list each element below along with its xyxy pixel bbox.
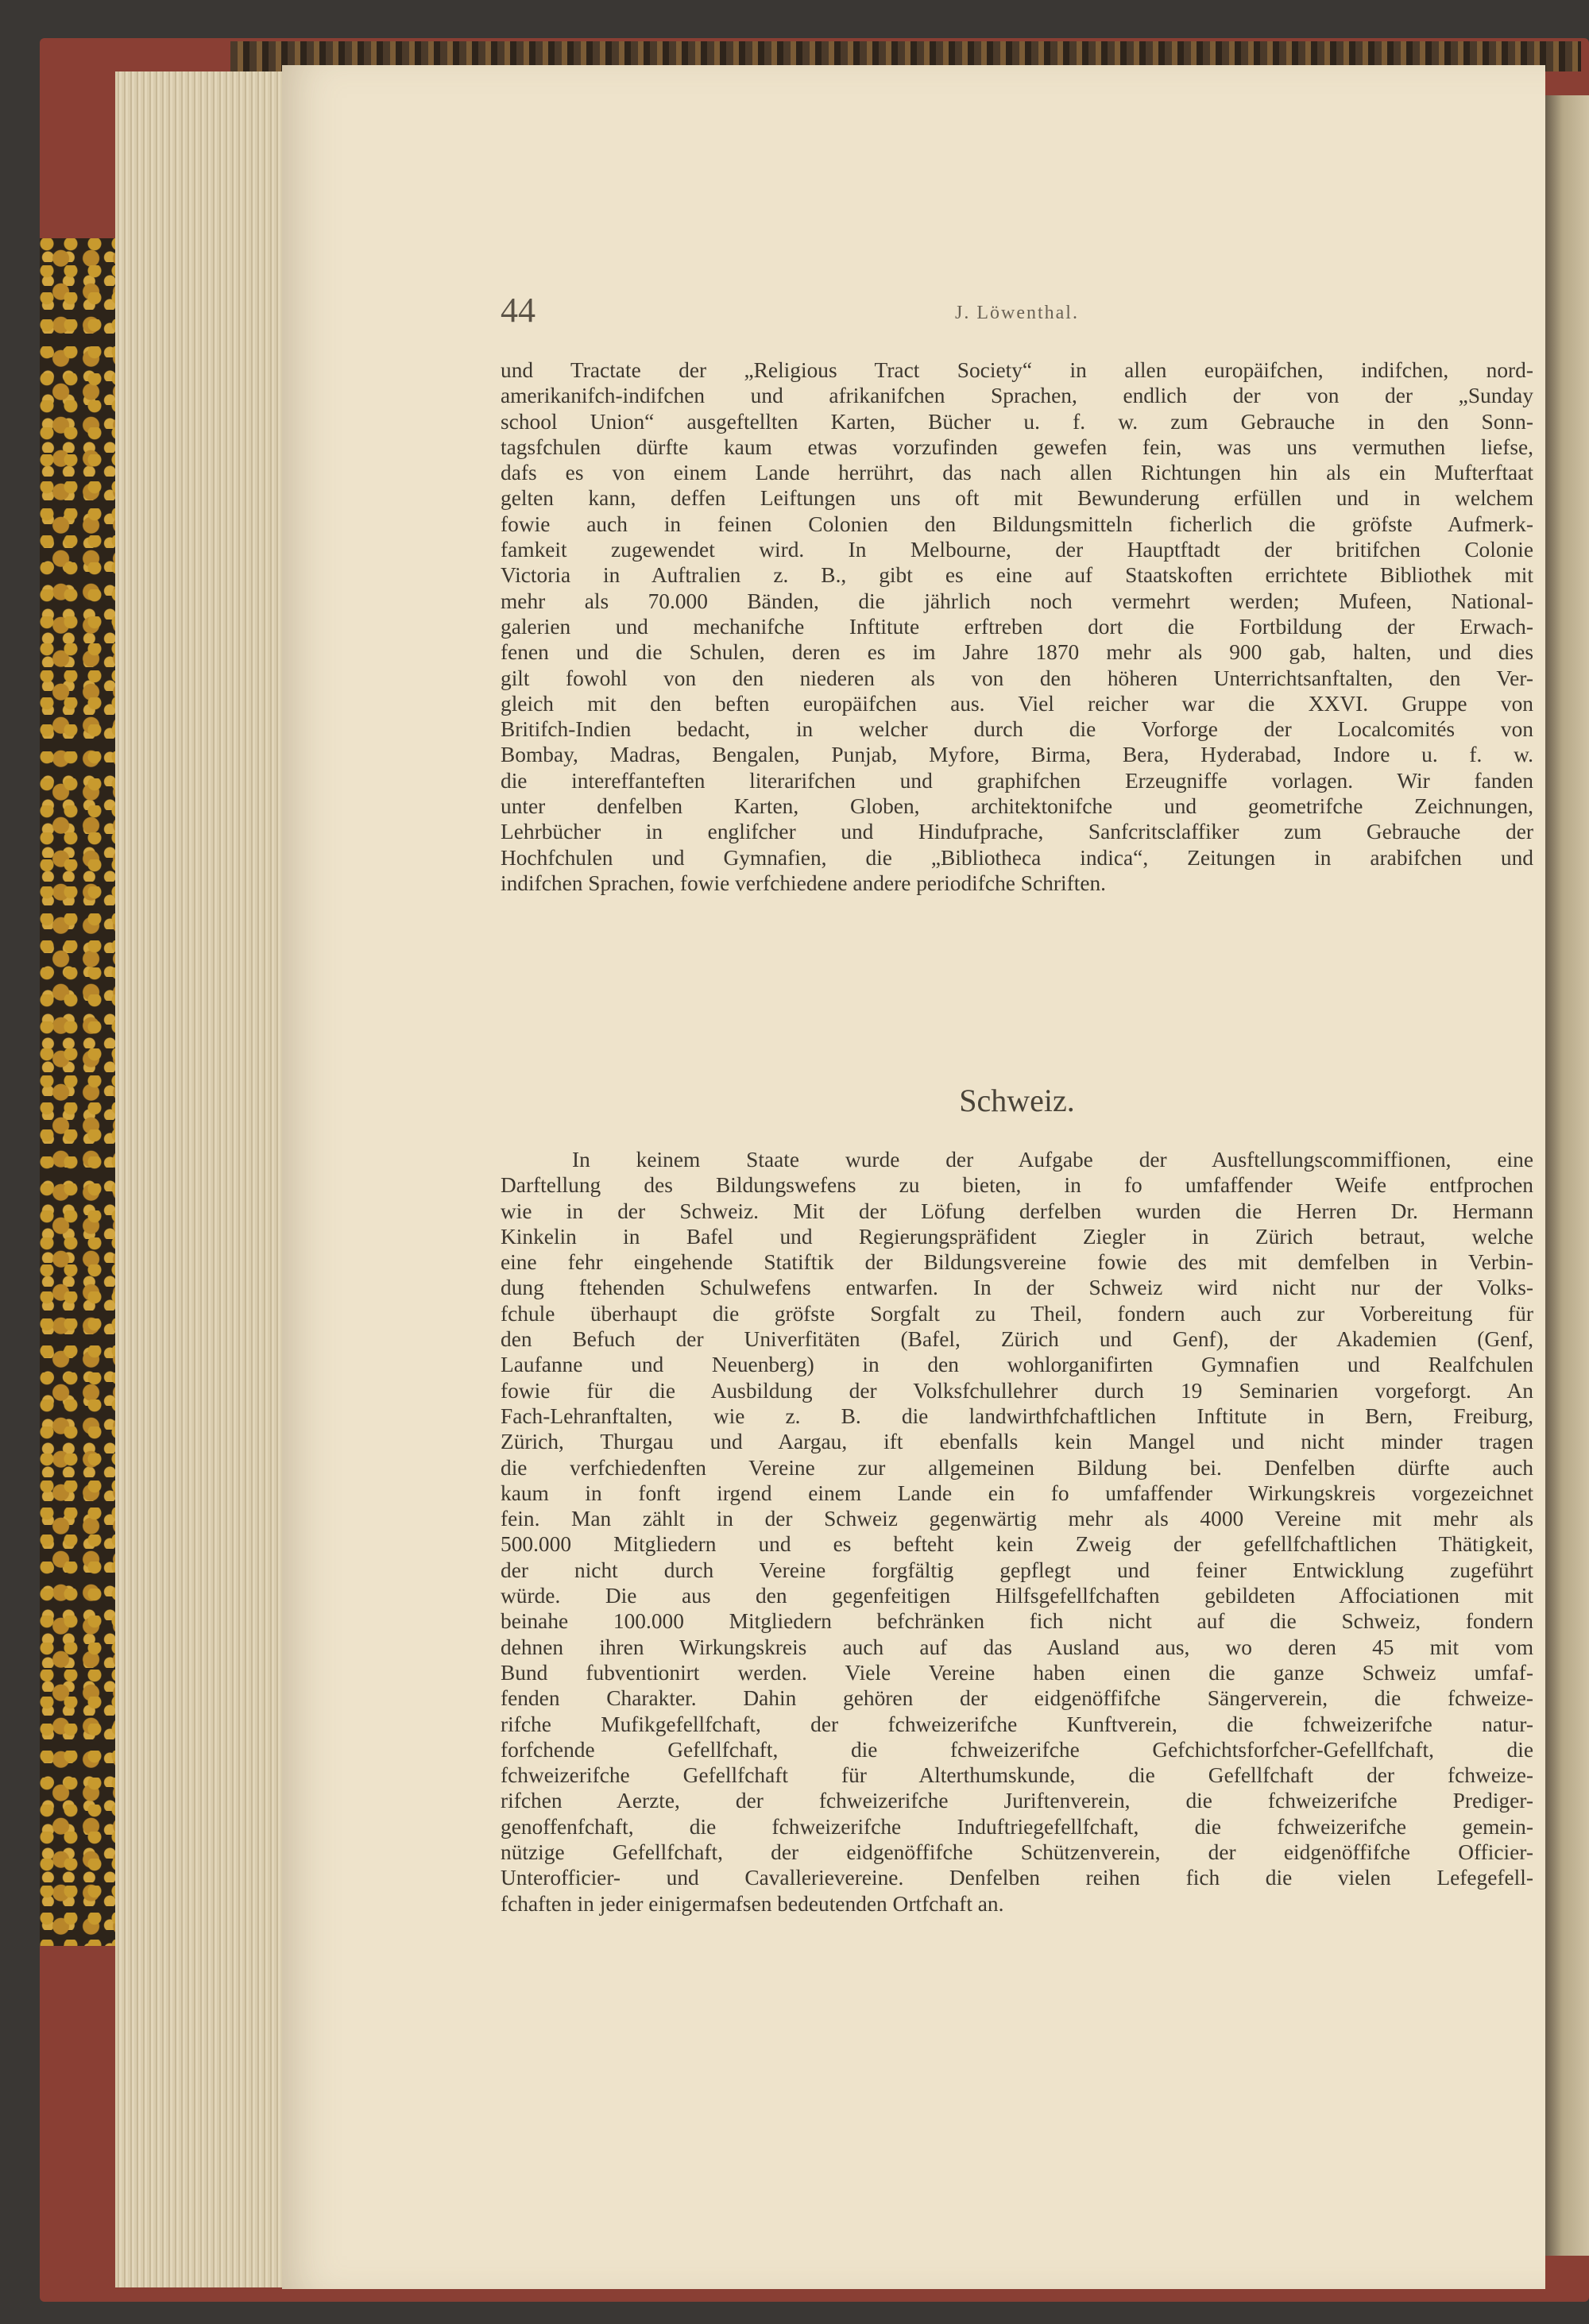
text-line: nützige Gefellfchaft, der eidgenöffifche Schützenverein, der eidgenöffifche Officier-	[501, 1840, 1533, 1865]
text-line: die verfchiedenften Vereine zur allgemeinen Bildung bei. Denfelben dürfte auch	[501, 1455, 1533, 1480]
text-line: fchweizerifche Gefellfchaft für Alterthumskunde, die Gefellfchaft der fchweize-	[501, 1763, 1533, 1788]
text-line: Fach-Lehranftalten, wie z. B. die landwirthfchaftlichen Inftitute in Bern, Freiburg,	[501, 1403, 1533, 1428]
text-line: fowie für die Ausbildung der Volksfchullehrer durch 19 Seminarien vorgeforgt. An	[501, 1378, 1533, 1403]
text-line: Unterofficier- und Cavallerievereine. Denfelben reihen fich die vielen Lefegefell-	[501, 1866, 1533, 1890]
text-line: fein. Man zählt in der Schweiz gegenwärtig mehr als 4000 Vereine mit mehr als	[501, 1507, 1533, 1531]
text-line: Bombay, Madras, Bengalen, Punjab, Myfore, Birma, Bera, Hyderabad, Indore u. f. w.	[501, 743, 1533, 767]
text-line: forfchende Gefellfchaft, die fchweizerifche Gefchichtsforfcher-Gefellfchaft, die	[501, 1737, 1533, 1762]
text-line: kaum in fonft irgend einem Lande ein fo umfaffender Wirkungskreis vorgezeichnet	[501, 1480, 1533, 1505]
text-line: tagsfchulen dürfte kaum etwas vorzufinden gewefen fein, was uns vermuthen liefse,	[501, 434, 1533, 459]
text-line: würde. Die aus den gegenfeitigen Hilfsgefellfchaften gebildeten Affociationen mit	[501, 1584, 1533, 1608]
text-line: der nicht durch Vereine forgfältig gepflegt und feiner Entwicklung zugeführt	[501, 1558, 1533, 1582]
page-stack	[115, 71, 306, 2287]
paragraph-2	[501, 1147, 1533, 1917]
text-line: wie in der Schweiz. Mit der Löfung derfelben wurden die Herren Dr. Hermann	[501, 1199, 1533, 1223]
text-line: die intereffanteften literarifchen und graphifchen Erzeugniffe vorlagen. Wir fanden	[501, 768, 1533, 793]
page-number: 44	[501, 291, 535, 330]
text-line: den Befuch der Univerfitäten (Bafel, Zürich und Genf), der Akademien (Genf,	[501, 1327, 1533, 1352]
text-line: fchaften in jeder einigermafsen bedeutenden Ortfchaft an.	[501, 1891, 1004, 1916]
text-line: und Tractate der „Religious Tract Society“ in allen europäifchen, indifchen, nord-	[501, 358, 1533, 382]
text-line: Zürich, Thurgau und Aargau, ift ebenfalls kein Mangel und nicht minder tragen	[501, 1430, 1533, 1454]
text-line: rifche Mufikgefellfchaft, der fchweizerifche Kunftverein, die fchweizerifche natur-	[501, 1712, 1533, 1736]
text-line: Victoria in Auftralien z. B., gibt es eine auf Staatskoften errichtete Bibliothek mit	[501, 563, 1533, 588]
text-line: unter denfelben Karten, Globen, architektonifche und geometrifche Zeichnungen,	[501, 794, 1533, 819]
text-line: Laufanne und Neuenberg) in den wohlorganifirten Gymnafien und Realfchulen	[501, 1353, 1533, 1377]
text-line: fowie auch in feinen Colonien den Bildungsmitteln ficherlich die gröfste Aufmerk-	[501, 512, 1533, 536]
facing-page-edge	[1545, 95, 1589, 2256]
text-line: indifchen Sprachen, fowie verfchiedene andere periodifche Schriften.	[501, 871, 1107, 895]
text-line: famkeit zugewendet wird. In Melbourne, der Hauptftadt der britifchen Colonie	[501, 538, 1533, 562]
text-line: Bund fubventionirt werden. Viele Vereine haben einen die ganze Schweiz umfaf-	[501, 1660, 1533, 1685]
running-head: J. Löwenthal.	[955, 303, 1079, 323]
text-line: gleich mit den beften europäifchen aus. Viel reicher war die XXVI. Gruppe von	[501, 691, 1533, 716]
text-line: Darftellung des Bildungswefens zu bieten, in fo umfaffender Weife entfprochen	[501, 1173, 1533, 1198]
text-line: fenden Charakter. Dahin gehören der eidgenöffifche Sängerverein, die fchweize-	[501, 1686, 1533, 1711]
text-line: genoffenfchaft, die fchweizerifche Induftriegefellfchaft, die fchweizerifche gemein-	[501, 1814, 1533, 1839]
text-line: dehnen ihren Wirkungskreis auch auf das Ausland aus, wo deren 45 mit vom	[501, 1635, 1533, 1659]
marbled-edge	[40, 238, 115, 1946]
text-line: rifchen Aerzte, der fchweizerifche Juriftenverein, die fchweizerifche Prediger-	[501, 1789, 1533, 1813]
text-line: gelten kann, deffen Leiftungen uns oft mit Bewunderung erfüllen und in welchem	[501, 486, 1533, 511]
page-header	[501, 290, 1533, 338]
paragraph-1	[501, 357, 1533, 896]
text-line: school Union“ ausgeftellten Karten, Bücher u. f. w. zum Gebrauche in den Sonn-	[501, 409, 1533, 434]
text-line: Britifch-Indien bedacht, in welcher durch die Vorforge der Localcomités von	[501, 717, 1533, 742]
text-line: 500.000 Mitgliedern und es befteht kein Zweig der gefellfchaftlichen Thätigkeit,	[501, 1532, 1533, 1557]
text-line: eine fehr eingehende Statiftik der Bildungsvereine fowie des mit demfelben in Verbin-	[501, 1250, 1533, 1275]
text-line: galerien und mechanifche Inftitute erftreben dort die Fortbildung der Erwach-	[501, 614, 1533, 639]
text-line: In keinem Staate wurde der Aufgabe der Ausftellungscommiffionen, eine	[572, 1148, 1533, 1172]
text-line: dafs es von einem Lande herrührt, das nach allen Richtungen hin als ein Mufterftaat	[501, 461, 1533, 485]
text-line: dung ftehenden Schulwefens entwarfen. In der Schweiz wird nicht nur der Volks-	[501, 1276, 1533, 1300]
page-content	[282, 65, 1545, 2289]
text-line: fchule überhaupt die gröfste Sorgfalt zu Theil, fondern auch zur Vorbereitung für	[501, 1301, 1533, 1326]
text-line: Hochfchulen und Gymnafien, die „Bibliotheca indica“, Zeitungen in arabifchen und	[501, 845, 1533, 870]
section-title: Schweiz.	[959, 1083, 1075, 1118]
text-line: beinahe 100.000 Mitgliedern befchränken fich nicht auf die Schweiz, fondern	[501, 1609, 1533, 1634]
text-line: gilt fowohl von den niederen als von den höheren Unterrichtsanftalten, den Ver-	[501, 666, 1533, 690]
text-line: fenen und die Schulen, deren es im Jahre 1870 mehr als 900 gab, halten, und dies	[501, 640, 1533, 665]
text-line: Kinkelin in Bafel und Regierungspräfident Ziegler in Zürich betraut, welche	[501, 1224, 1533, 1249]
text-line: mehr als 70.000 Bänden, die jährlich noch vermehrt werden; Mufeen, National-	[501, 589, 1533, 613]
text-line: Lehrbücher in englifcher und Hindufprache, Sanfcritsclaffiker zum Gebrauche der	[501, 820, 1533, 844]
text-line: amerikanifch-indifchen und afrikanifchen Sprachen, endlich der von der „Sunday	[501, 384, 1533, 408]
